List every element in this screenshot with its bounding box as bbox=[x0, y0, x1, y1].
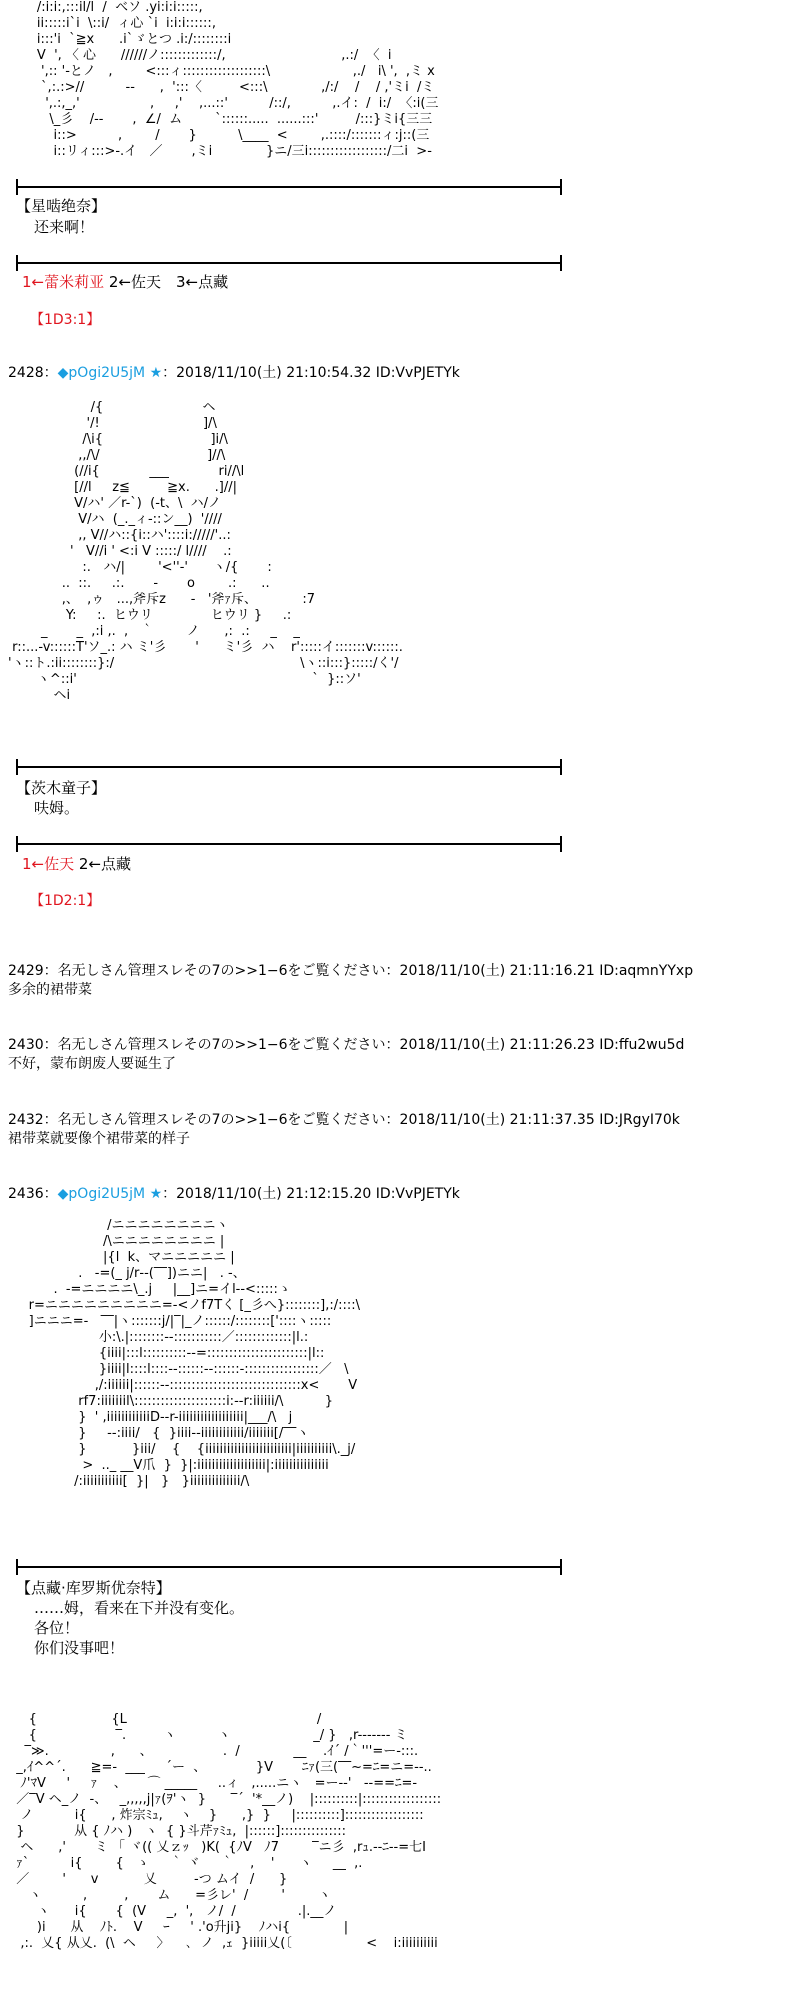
post-header bbox=[8, 364, 460, 382]
choice-list bbox=[22, 272, 228, 292]
separator-line bbox=[16, 843, 562, 845]
speaker-name: 【星啮绝奈】 bbox=[16, 197, 107, 215]
choice-selected: 1←蕾米莉亚 bbox=[22, 273, 105, 291]
post-header: 2430：名无しさん管理スレその7の>>1−6をご覧ください：2018/11/10(土) 21:11:26.23 ID:ffu2wu5d bbox=[8, 1037, 685, 1053]
choice-others: 2←佐天 3←点藏 bbox=[108, 273, 229, 291]
ascii-art-tenzou: /ニニニニニニニニヽ /\ニニニニニニニニ | |{l k、マニニニニニ | . -=(_ j/r‐‐(‾‾])ニニ| . -、 . -=ニニニニ\_.j |__]ニ=イl--<:::::ゝ r=ニニニニニニニニニ=-<ノf7Tく [_彡へ}::::::::],:/::::\ ]ニニニ=- ‾‾|ヽ:::::::j/|‾|_ノ::::::/::::::::['::::ヽ::::: 小:\.|::::::::‐-:::::::::::／:::::::::::::|l.: {iiii|:::l::::::::::--=:::::::::::::::::::::::|l:: }iiii|l::::l::::‐‐::::::‐-::::::-:::::::::::::::::／ \ ,/:iiiiii|::::::‐‐::::::::::::::::::::::::::::::x< V rf7:iiiiiiil\:::::::::::::::::::::i:--r:iiiiii/\ } } ' ,iiiiiiiiiiiiD-‐r-iiiiiiiiiiiiiiiiii|___/\ j } --:iiii/ { }iiii--iiiiiiiiiiii/iiiiiii[/‾‾ヽ } }iii/ { {iiiiiiiiiiiiiiiiiiiiiiii|iiiiiiiiii\._j/ > .._ __V爪 } }|:iiiiiiiiiiiiiiiiiii|:iiiiiiiiiiiiiii /:iiiiiiiiiii[ }| } }iiiiiiiiiiiiii/\ bbox=[28, 1218, 361, 1489]
choice-list bbox=[22, 854, 131, 874]
post-meta: ：2018/11/10(土) 21:12:15.20 ID:VvPJETYk bbox=[162, 1186, 460, 1202]
dialogue-line: ……姆，看来在下并没有变化。 bbox=[34, 1599, 245, 1617]
speaker-name: 【茨木童子】 bbox=[16, 779, 107, 797]
post-body: 裙带菜就要像个裙带菜的样子 bbox=[8, 1131, 190, 1147]
post-number[interactable]: 2436： bbox=[8, 1186, 58, 1202]
dialogue-line: 各位！ bbox=[34, 1619, 80, 1637]
separator-line bbox=[16, 262, 562, 264]
poster-trip: ◆pOgi2U5jM ★ bbox=[57, 365, 163, 381]
post-meta: ：2018/11/10(土) 21:10:54.32 ID:VvPJETYk bbox=[162, 365, 460, 381]
dice-result: 【1D3:1】 bbox=[30, 312, 101, 328]
ascii-art-ibaraki: /{ ヘ '/! ]/\ /\i{ ]i/\ ,,/\/ ]//\ (//i{ ___ ri//\l [//l z≦ ≧x. .]//| V/ハ' ／r-`) (-t、\ ハ/ノ V/ハ (_._ィ-::ン__) '//// ,, V//ハ::{i::ハ'::::i://///'..: ' V//i ' <:i V :::::/ l//// .: :. ハ/| '<''-' ヽ/{ : .. ::. .:. - o .: .. ,、 ,ゥ ...,斧斥z - '斧ｧ斥、 :7 Y: :. ヒウリ ヒウリ } .: _ _ ,:i ,. , ｀ ノ ,: .: _ _ r::...-v::::::T'ソ_.: ハ ミ'彡 ' ミ'彡 ハ r':::::イ:::::::v::::::. 'ヽ::ト.:ii::::::::}:/ \ヽ::i:::}:::::/く'/ ヽ^::i' ` }::ソ' ヘi bbox=[8, 400, 403, 703]
dice-result: 【1D2:1】 bbox=[30, 893, 101, 909]
ascii-art-top: /:i:i:,:::il/l / ベソ .yi:i:i:::::, ii:::::i`i \::i/ ィ心 `i i:i:i::::::, i:::'i `≧x .i`ゞとつ .i:/::::::::i V ', 〈 心 //////ノ:::::::::::::/, ,.:/ 〈 i ',:: '‐とノ , <:::ィ:::::::::::::::::::\ ,./ i\ ', ,ミ x `,:.:>// -- , ':::〈 <:::\ ,/:/ / / ,'ミi /ミ ',.:,_,' , ,' ,...::' /::/, ,.イ: / i:/ 〈:i(三 \_彡 /‐‐ , ∠/ ム `::::::..... ......:::' /:::}ミi{三三 i::> , / } \____ < ,.::::/:::::::ィ:j::(三 i::リィ:::>-.イ ／ ,ミi }ニ/三i::::::::::::::::::/二i >- bbox=[36, 0, 439, 159]
post-header: 2429：名无しさん管理スレその7の>>1−6をご覧ください：2018/11/10(土) 21:11:16.21 ID:aqmnYYxp bbox=[8, 963, 694, 979]
post-body: 不好，蒙布朗废人要诞生了 bbox=[8, 1056, 176, 1072]
post-header bbox=[8, 1185, 460, 1203]
choice-others: 2←点藏 bbox=[78, 855, 132, 873]
post-header: 2432：名无しさん管理スレその7の>>1−6をご覧ください：2018/11/10(土) 21:11:37.35 ID:JRgyI70k bbox=[8, 1112, 680, 1128]
choice-selected: 1←佐天 bbox=[22, 855, 75, 873]
ascii-art-bottom: { {L / { ‾. ヽ ヽ _/ } ,r------- ミ ‾≫. , 、 . / __ .ｲ´ /｀'''=ー-:::. _,ｲ^^´. ≧=- ___ ´ー 、 }V ﾆｧ(三(‾‾~=ﾆ=ニ=--.. ﾉ'ﾏV ' ｧ 、 ⌒ _____ ..ィ ,.....ニヽ =ー‐‐' ‐-==ﾆ=- ／‾V ヘ_ノ ‐、 _,,,,,j|ｧ(ｦ'ヽ } ‾´ '*__ノ) |::::::::::|:::::::::::::::::: ノ i{ , 炸宗ﾐｭ, ヽ } ,} } |::::::::::]:::::::::::::::::: } 从 { ﾉハ ) ヽ { }斗芹ｧﾐｭ, |::::::]::::::::::::::: ヘ ,' ミ 「 ヾ(( 乂ｚｯ )K( {ﾉV ﾉ7 ‾ニ彡 ,rｭ.--ﾆ--=七I ｧ` i{ { ゝ ｀ ヾ ｀ , ' ヽ __ ,. ／ ' v 乂 -つ ムイ / } ヽ , , ム =彡レ' / ' ヽ ヽ i{ { (V _, ', ノ/ / .|.__ノ )i 从 ﾉﾄ. V ｰ ' .'o升ji} ﾉハi{ | ,:. 乂{ 从乂. (\ ヘ 〉 ､ ノ ,ｪ }iiiii乂(〔 < i:iiiiiiiiii bbox=[16, 1712, 442, 1951]
separator-line bbox=[16, 186, 562, 188]
dialogue-line: 呋姆。 bbox=[34, 799, 80, 817]
post-body: 多余的裙带菜 bbox=[8, 982, 92, 998]
poster-trip: ◆pOgi2U5jM ★ bbox=[57, 1186, 163, 1202]
separator-line bbox=[16, 766, 562, 768]
post-number[interactable]: 2428： bbox=[8, 365, 58, 381]
dialogue-line: 你们没事吧！ bbox=[34, 1639, 125, 1657]
speaker-name: 【点藏·库罗斯优奈特】 bbox=[16, 1579, 171, 1597]
separator-line bbox=[16, 1566, 562, 1568]
dialogue-line: 还来啊！ bbox=[34, 218, 95, 236]
